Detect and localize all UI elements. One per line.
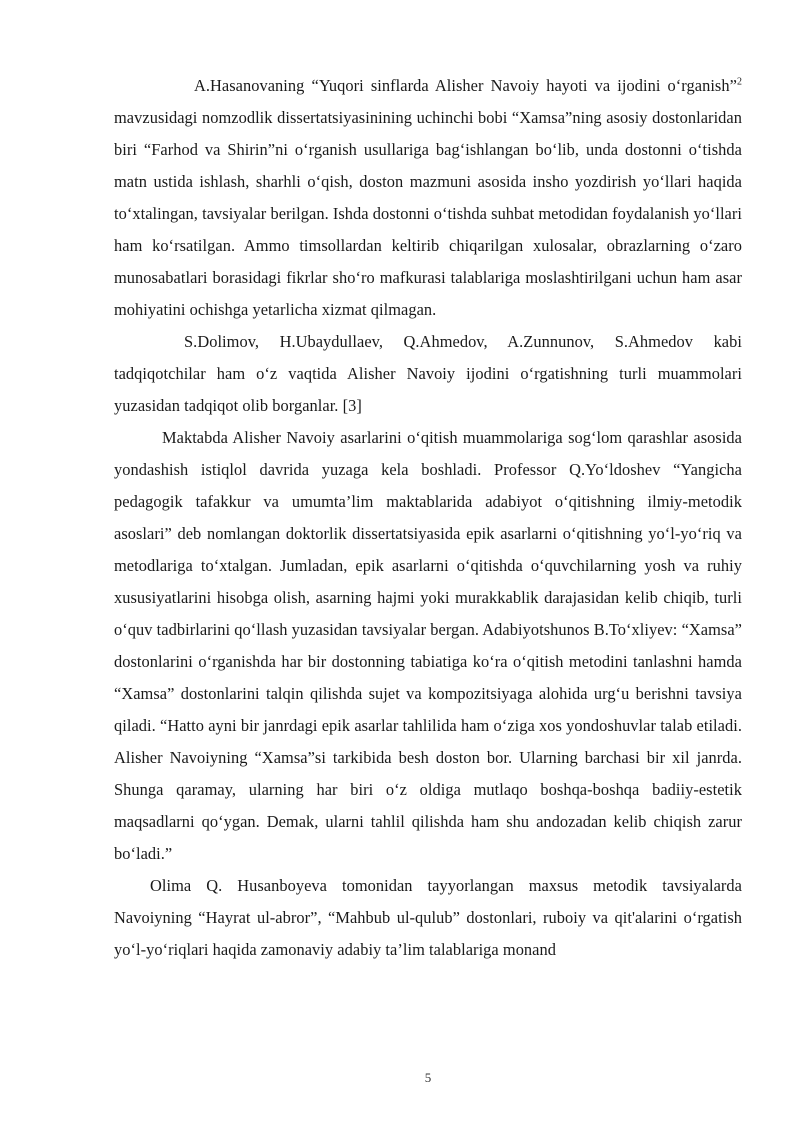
- page-number: 5: [424, 1070, 432, 1085]
- paragraph-dolimov: S.Dolimov, H.Ubaydullaev, Q.Ahmedov, A.Zunnunov, S.Ahmedov kabi tadqiqotchilar ham o‘z vaqtida Alisher Navoiy ijodini o‘rgatishning turli muammolari yuzasidan tadqiqot olib borganlar. [3]: [114, 332, 742, 415]
- paragraph-maktabda: Maktabda Alisher Navoiy asarlarini o‘qitish muammolariga sog‘lom qarashlar asosida yondashish istiqlol davrida yuzaga kela boshladi. Professor Q.Yo‘ldoshev “Yangicha pedagogik tafakkur va umumta’lim maktablarida adabiyot o‘qitishning ilmiy-metodik asoslari” deb nomlangan doktorlik dissertatsiyasida epik asarlarni o‘qitishning yo‘l-yo‘riq va metodlariga to‘xtalgan. Jumladan, epik asarlarni o‘qitishda o‘quvchilarning yosh va ruhiy xususiyatlarini hisobga olish, asarning hajmi yoki murakkablik darajasidan kelib chiqib, turli o‘quv tadbirlarini qo‘llash yuzasidan tavsiyalar bergan. Adabiyotshunos B.To‘xliyev: “Xamsa” dostonlarini o‘rganishda har bir dostonning tabiatiga ko‘ra o‘qitish metodini tanlashni hamda “Xamsa” dostonlarini talqin qilishda sujet va kompozitsiyaga alohida urg‘u berishni tavsiya qiladi. “Hatto ayni bir janrdagi epik asarlar tahlilida ham o‘ziga xos yondoshuvlar talab etiladi. Alisher Navoiyning “Xamsa”si tarkibida besh doston bor. Ularning barchasi bir xil janrda. Shunga qaramay, ularning har biri o‘z oldiga mutlaqo boshqa-boshqa badiiy-estetik maqsadlarni qo‘ygan. Demak, ularni tahlil qilishda ham shu andozadan kelib chiqish zarur bo‘ladi.”: [114, 428, 742, 863]
- paragraph-husanboyeva: Olima Q. Husanboyeva tomonidan tayyorlangan maxsus metodik tavsiyalarda Navoiyning “Hayrat ul-abror”, “Mahbub ul-qulub” dostonlari, ruboiy va qit'alarini o‘rgatish yo‘l-yo‘riqlari haqida zamonaviy adabiy ta’lim talablariga monand: [114, 876, 742, 959]
- document-page: [114, 70, 742, 966]
- footnote-reference[interactable]: 2: [736, 76, 742, 88]
- paragraph-hasanova: [114, 70, 742, 326]
- paragraph-hasanova-text-continued: mavzusidagi nomzodlik dissertatsiyasinining uchinchi bobi “Xamsa”ning asosiy dostonlaridan biri “Farhod va Shirin”ni o‘rganish usullariga bag‘ishlangan bo‘lib, unda dostonni o‘tishda matn ustida ishlash, sharhli o‘qish, doston mazmuni asosida insho yozdirish yo‘llari haqida to‘xtalingan, tavsiyalar berilgan. Ishda dostonni o‘tishda suhbat metodidan foydalanish yo‘llari ham ko‘rsatilgan. Ammo timsollardan keltirib chiqarilgan xulosalar, obrazlarning o‘zaro munosabatlari borasidagi fikrlar sho‘ro mafkurasi talablariga moslashtirilgani uchun ham asar mohiyatini ochishga yetarlicha xizmat qilmagan.: [114, 108, 742, 319]
- paragraph-hasanova-text: A.Hasanovaning “Yuqori sinflarda Alisher Navoiy hayoti va ijodini o‘rganish”: [194, 76, 737, 95]
